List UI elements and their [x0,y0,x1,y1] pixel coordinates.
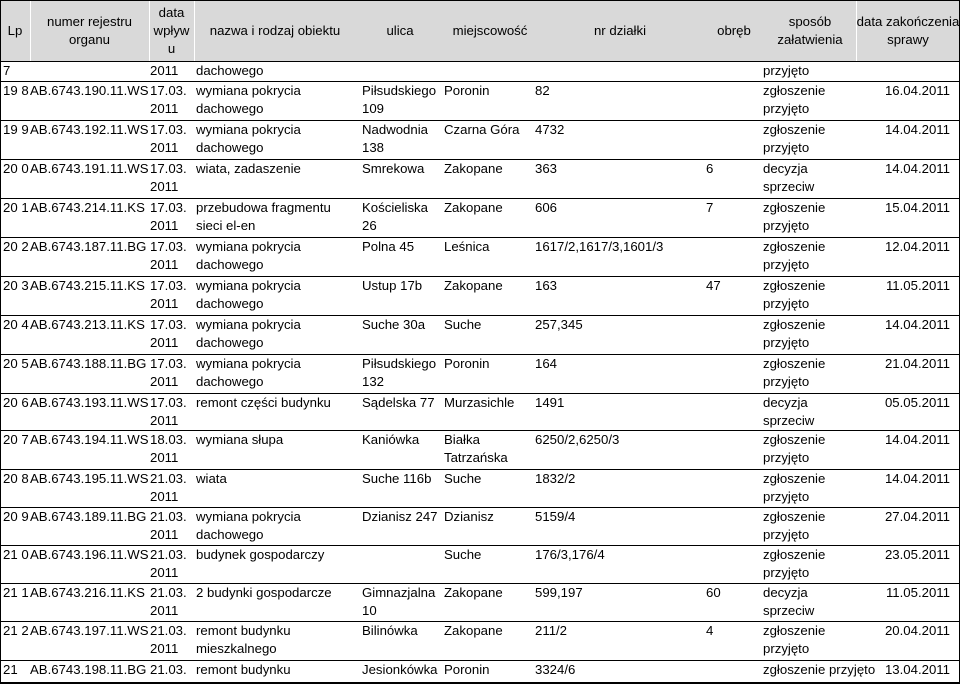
cell-lp: 19 9 [3,122,29,137]
cell-town: Suche [444,547,482,562]
cell-lp: 20 5 [3,356,29,371]
cell-completion-date: 14.04.2011 [884,432,950,447]
cell-precinct: 6 [706,161,714,176]
cell-street: Piłsudskiego 109 [362,83,437,116]
cell-object-name: dachowego [196,63,264,78]
cell-plot-number: 599,197 [535,585,583,600]
cell-object-name: remont budynku mieszkalnego [196,623,291,656]
cell-resolution: zgłoszenie przyjęto [763,547,826,580]
cell-lp: 20 6 [3,395,29,410]
cell-completion-date: 12.04.2011 [884,239,950,254]
cell-town: Zakopane [444,200,503,215]
cell-lp: 20 9 [3,509,29,524]
cell-receipt-date: 17.03. 2011 [150,317,187,350]
cell-town: Czarna Góra [444,122,520,137]
cell-plot-number: 5159/4 [535,509,576,524]
table-row [0,661,960,683]
table-row [0,622,960,661]
table-row [0,508,960,546]
cell-plot-number: 1617/2,1617/3,1601/3 [535,239,664,254]
cell-street: Nadwodnia 138 [362,122,428,155]
cell-registry-number: AB.6743.195.11.WS [30,471,149,486]
cell-town: Dzianisz [444,509,494,524]
cell-resolution: przyjęto [763,63,810,78]
cell-town: Leśnica [444,239,490,254]
header-divider [30,0,31,61]
table-row [0,277,960,316]
cell-registry-number: AB.6743.196.11.WS [30,547,149,562]
cell-completion-date: 15.04.2011 [884,200,950,215]
cell-street: Sądelska 77 [362,395,435,410]
cell-lp: 20 0 [3,161,29,176]
cell-town: Poronin [444,83,490,98]
cell-lp: 21 2 [3,623,29,638]
cell-resolution: zgłoszenie przyjęto [763,83,826,116]
cell-town: Suche [444,471,482,486]
cell-receipt-date: 17.03. 2011 [150,122,187,155]
cell-street: Kościeliska 26 [362,200,428,233]
cell-registry-number: AB.6743.190.11.WS [30,83,149,98]
cell-plot-number: 1832/2 [535,471,576,486]
cell-receipt-date: 17.03. 2011 [150,200,187,233]
cell-precinct: 47 [706,278,721,293]
cell-resolution: zgłoszenie przyjęto [763,432,826,465]
cell-object-name: wymiana pokrycia dachowego [196,278,301,311]
table-row [0,431,960,470]
header-divider [194,0,195,61]
cell-lp: 20 1 [3,200,29,215]
cell-receipt-date: 17.03. 2011 [150,278,187,311]
cell-completion-date: 14.04.2011 [884,161,950,176]
table-header [0,0,960,62]
cell-resolution: zgłoszenie przyjęto [763,471,826,504]
cell-town: Suche [444,317,482,332]
cell-resolution: zgłoszenie przyjęto [763,623,826,656]
cell-completion-date: 05.05.2011 [884,395,950,410]
cell-receipt-date: 21.03. 2011 [150,547,187,580]
cell-registry-number: AB.6743.194.11.WS [30,432,149,447]
table-row [0,238,960,277]
cell-registry-number: AB.6743.187.11.BG [30,239,147,254]
cell-object-name: wiata [196,471,227,486]
cell-plot-number: 1491 [535,395,565,410]
cell-receipt-date: 17.03. 2011 [150,239,187,272]
cell-receipt-date: 21.03. 2011 [150,623,187,656]
cell-receipt-date: 18.03. 2011 [150,432,187,465]
table-row [0,121,960,160]
header-street: ulica [386,22,414,38]
cell-lp: 20 4 [3,317,29,332]
cell-completion-date: 21.04.2011 [884,356,950,371]
header-completion-date: data zakończenia sprawy [856,13,960,47]
header-resolution: sposób załatwienia [777,13,843,47]
header-object-name: nazwa i rodzaj obiektu [209,22,341,38]
cell-plot-number: 6250/2,6250/3 [535,432,620,447]
cell-registry-number: AB.6743.216.11.KS [30,585,145,600]
cell-object-name: wymiana pokrycia dachowego [196,122,301,155]
cell-receipt-date: 17.03. 2011 [150,356,187,389]
cell-completion-date: 20.04.2011 [884,623,950,638]
cell-resolution: zgłoszenie przyjęto [763,317,826,350]
cell-completion-date: 11.05.2011 [885,585,950,600]
cell-registry-number: AB.6743.215.11.KS [30,278,145,293]
cell-resolution: zgłoszenie przyjęto [763,122,826,155]
cell-town: Poronin [444,662,490,677]
table-row [0,355,960,394]
cell-receipt-date: 21.03. 2011 [150,509,187,542]
cell-plot-number: 606 [535,200,558,215]
cell-lp: 7 [3,63,11,78]
cell-resolution: zgłoszenie przyjęto [763,356,826,389]
cell-completion-date: 23.05.2011 [884,547,950,562]
header-town: miejscowość [452,22,528,38]
header-lp: Lp [7,22,23,38]
cell-object-name: wymiana pokrycia dachowego [196,317,301,350]
table-row [0,62,960,82]
table-row [0,316,960,355]
cell-plot-number: 163 [535,278,558,293]
cell-street: Ustup 17b [362,278,423,293]
cell-precinct: 60 [706,585,721,600]
cell-registry-number: AB.6743.192.11.WS [30,122,149,137]
cell-object-name: przebudowa fragmentu sieci el-en [196,200,331,233]
cell-registry-number: AB.6743.198.11.BG [30,662,147,677]
cell-object-name: remont budynku [196,662,291,677]
cell-receipt-date: 21.03. 2011 [150,471,187,504]
cell-resolution: zgłoszenie przyjęto [763,278,826,311]
cell-lp: 20 7 [3,432,29,447]
cell-street: Dzianisz 247 [362,509,438,524]
cell-object-name: budynek gospodarczy [196,547,325,562]
cell-completion-date: 11.05.2011 [885,278,950,293]
table-row [0,199,960,238]
cell-registry-number: AB.6743.188.11.BG [30,356,147,371]
cell-precinct: 7 [706,200,714,215]
cell-street: Suche 116b [362,471,432,486]
cell-town: Zakopane [444,623,503,638]
cell-registry-number: AB.6743.197.11.WS [30,623,149,638]
table-row [0,82,960,121]
cell-completion-date: 13.04.2011 [884,662,950,677]
cell-lp: 20 8 [3,471,29,486]
cell-lp: 21 [3,662,18,677]
cell-plot-number: 257,345 [535,317,583,332]
cell-registry-number: AB.6743.189.11.BG [30,509,147,524]
cell-lp: 20 3 [3,278,29,293]
header-receipt-date: data wpływ u [153,4,190,56]
cell-resolution: zgłoszenie przyjęto [763,509,826,542]
cell-plot-number: 164 [535,356,558,371]
cell-plot-number: 176/3,176/4 [535,547,605,562]
cell-street: Bilinówka [362,623,418,638]
cell-plot-number: 363 [535,161,558,176]
cell-registry-number: AB.6743.191.11.WS [30,161,149,176]
cell-object-name: wymiana pokrycia dachowego [196,356,301,389]
cell-receipt-date: 2011 [150,63,179,78]
cell-registry-number: AB.6743.213.11.KS [30,317,145,332]
table-row [0,160,960,199]
cell-town: Białka Tatrzańska [444,432,508,465]
cell-street: Kaniówka [362,432,420,447]
table-row [0,546,960,584]
cell-street: Jesionkówka [362,662,438,677]
cell-completion-date: 14.04.2011 [884,317,950,332]
cell-lp: 21 1 [3,585,29,600]
cell-precinct: 4 [706,623,714,638]
cell-street: Suche 30a [362,317,426,332]
cell-completion-date: 16.04.2011 [884,83,950,98]
table-row [0,394,960,431]
cell-street: Polna 45 [362,239,415,254]
cell-receipt-date: 21.03. [150,662,187,677]
cell-resolution: zgłoszenie przyjęto [763,239,826,272]
cell-street: Piłsudskiego 132 [362,356,437,389]
cell-receipt-date: 17.03. 2011 [150,83,187,116]
cell-lp: 21 0 [3,547,29,562]
cell-registry-number: AB.6743.193.11.WS [30,395,149,410]
cell-receipt-date: 17.03. 2011 [150,161,187,194]
cell-plot-number: 82 [535,83,550,98]
cell-lp: 19 8 [3,83,29,98]
header-divider [856,0,857,61]
cell-registry-number: AB.6743.214.11.KS [30,200,145,215]
header-divider [149,0,150,61]
cell-resolution: decyzja sprzeciw [763,395,815,428]
cell-object-name: wymiana słupa [196,432,284,447]
header-registry-number: numer rejestru organu [46,13,133,47]
cell-resolution: decyzja sprzeciw [763,161,815,194]
cell-object-name: remont części budynku [196,395,331,410]
cell-object-name: wiata, zadaszenie [196,161,301,176]
cell-resolution: zgłoszenie przyjęto [763,200,826,233]
cell-resolution: zgłoszenie przyjęto [763,662,876,677]
cell-completion-date: 14.04.2011 [884,122,950,137]
cell-town: Zakopane [444,278,503,293]
cell-object-name: wymiana pokrycia dachowego [196,509,301,542]
cell-object-name: wymiana pokrycia dachowego [196,83,301,116]
cell-town: Zakopane [444,161,503,176]
cell-plot-number: 211/2 [535,623,568,638]
cell-street: Gimnazjalna 10 [362,585,436,618]
cell-town: Zakopane [444,585,503,600]
cell-resolution: decyzja sprzeciw [763,585,815,618]
cell-lp: 20 2 [3,239,29,254]
cell-receipt-date: 17.03. 2011 [150,395,187,428]
cell-street: Smrekowa [362,161,425,176]
table-row [0,470,960,508]
cell-plot-number: 3324/6 [535,662,576,677]
cell-town: Poronin [444,356,490,371]
cell-town: Murzasichle [444,395,515,410]
cell-receipt-date: 21.03. 2011 [150,585,187,618]
header-precinct: obręb [717,22,751,38]
cell-plot-number: 4732 [535,122,565,137]
header-plot-number: nr działki [593,22,647,38]
table-row [0,584,960,622]
cell-object-name: wymiana pokrycia dachowego [196,239,301,272]
cell-object-name: 2 budynki gospodarcze [196,585,332,600]
cell-completion-date: 27.04.2011 [884,509,950,524]
cell-completion-date: 14.04.2011 [884,471,950,486]
